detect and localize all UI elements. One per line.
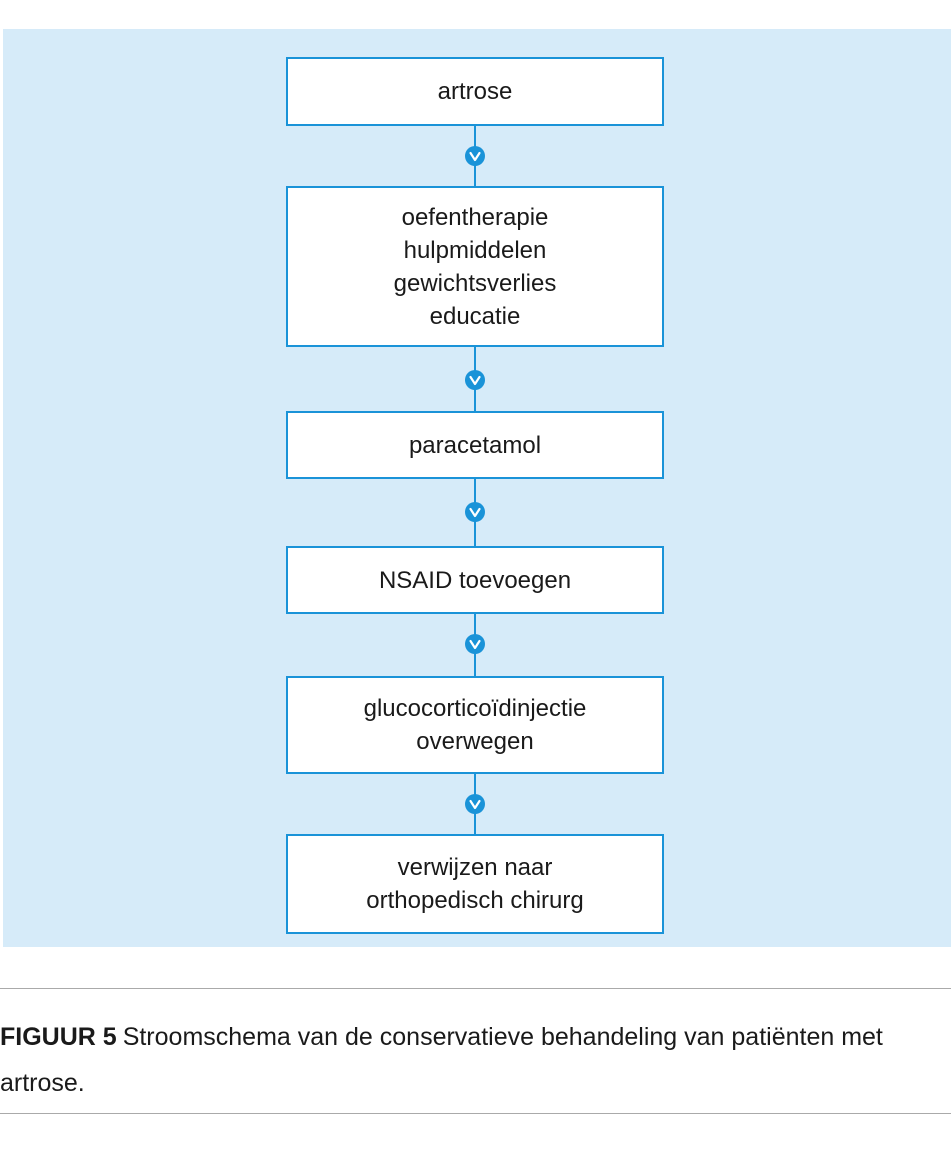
flow-step-text: verwijzen naar bbox=[397, 854, 553, 881]
flow-step-text: glucocorticoïdinjectie bbox=[363, 695, 587, 722]
chevron-down-circle-icon bbox=[465, 370, 485, 390]
flow-step-text: educatie bbox=[429, 302, 521, 330]
flow-step-text: artrose bbox=[437, 78, 513, 105]
flow-step-text: paracetamol bbox=[408, 431, 542, 459]
flow-step-artrose bbox=[286, 57, 664, 126]
caption-top-rule bbox=[0, 988, 951, 989]
flow-step-text: oefentherapie bbox=[401, 203, 549, 231]
flow-step-text: overwegen bbox=[416, 728, 534, 755]
flow-step-text: hulpmiddelen bbox=[403, 236, 547, 264]
chevron-down-circle-icon bbox=[465, 794, 485, 814]
flow-step-injectie bbox=[286, 676, 664, 774]
figure-caption bbox=[0, 1014, 951, 1106]
caption-bottom-rule bbox=[0, 1113, 951, 1114]
flow-step-leefstijl bbox=[286, 186, 664, 347]
chevron-down-circle-icon bbox=[465, 146, 485, 166]
flow-step-text: NSAID toevoegen bbox=[378, 566, 572, 594]
caption-text: Stroomschema van de conservatieve behandeling van patiënten met artrose. bbox=[0, 1023, 883, 1097]
flow-step-verwijzing bbox=[286, 834, 664, 934]
chevron-down-circle-icon bbox=[465, 634, 485, 654]
flow-step-nsaid bbox=[286, 546, 664, 614]
flow-step-text: orthopedisch chirurg bbox=[366, 887, 584, 914]
flow-step-paracetamol bbox=[286, 411, 664, 479]
flow-step-text: gewichtsverlies bbox=[393, 269, 557, 297]
chevron-down-circle-icon bbox=[465, 502, 485, 522]
figure-label: FIGUUR 5 bbox=[0, 1023, 117, 1051]
